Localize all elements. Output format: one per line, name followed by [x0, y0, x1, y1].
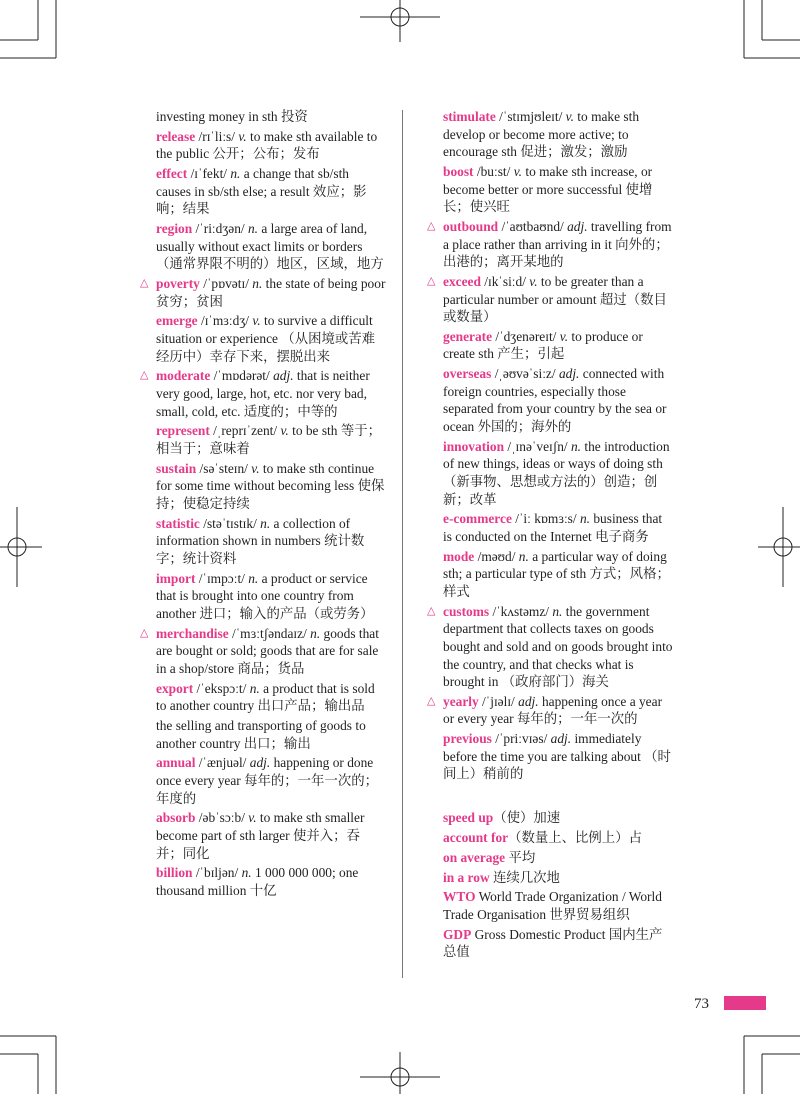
vocab-entry: [156, 515, 386, 568]
phrase-head: account for: [443, 830, 509, 845]
phrase-gap: [443, 785, 673, 809]
phrase-head: GDP: [443, 926, 472, 942]
vocab-entry: [156, 108, 386, 126]
vocab-entry: [156, 864, 386, 899]
headword: sustain: [156, 460, 197, 476]
part-of-speech: v.: [252, 313, 261, 329]
headword: previous: [443, 731, 492, 747]
triangle-icon: △: [140, 277, 149, 290]
page-number: 73: [694, 996, 709, 1012]
phonetic: /əbˈsɔːb/: [195, 810, 249, 826]
headword: annual: [156, 755, 196, 771]
headword: merchandise: [156, 625, 229, 641]
vocab-entry: [140, 275, 386, 310]
triangle-icon: △: [140, 626, 149, 639]
part-of-speech: n.: [230, 166, 241, 182]
vocab-entry: [156, 165, 386, 218]
definition: a change that sb/sth causes in sb/sth else; a result 效应；影响；结果: [156, 166, 367, 217]
part-of-speech: v.: [565, 109, 574, 124]
vocab-entry: [156, 128, 386, 163]
vocab-entry: [156, 220, 386, 273]
phrase-definition: Gross Domestic Product 国内生产总值: [443, 926, 663, 960]
vocab-entry: [443, 548, 673, 601]
headword: poverty: [156, 276, 200, 292]
phrase-head: speed up: [443, 810, 494, 826]
definition: to make sth smaller become part of sth larger 使并入；吞并；同化: [156, 810, 365, 861]
phonetic: /ˈdʒenəreɪt/: [492, 328, 560, 344]
phonetic: /ˈænjuəl/: [195, 755, 250, 771]
phrase-definition: （使）加速: [493, 810, 561, 826]
headword: yearly: [443, 693, 479, 709]
vocab-entry: [427, 603, 673, 691]
headword: outbound: [443, 218, 499, 234]
definition: immediately before the time you are talking about （时间上）稍前的: [443, 731, 671, 782]
part-of-speech: n.: [260, 515, 271, 531]
phonetic: /ˈpriːvɪəs/: [491, 731, 551, 747]
part-of-speech: n.: [579, 511, 590, 527]
phonetic: /ˈekspɔːt/: [193, 680, 250, 696]
headword: statistic: [156, 515, 200, 531]
triangle-icon: △: [427, 219, 436, 232]
vocab-entry: [443, 163, 673, 216]
vocab-entry: [443, 730, 673, 783]
phrase-definition: 平均: [505, 849, 536, 865]
phonetic: /ˈriːdʒən/: [192, 221, 248, 237]
definition: goods that are bought or sold; goods that are for sale in a shop/store 商品；货品: [156, 625, 379, 676]
phonetic: /ˌreprɪˈzent/: [209, 423, 281, 439]
vocab-entry: [427, 693, 673, 728]
definition: 1 000 000 000; one thousand million 十亿: [156, 865, 359, 898]
phonetic: /buːst/: [473, 163, 514, 179]
vocab-entry: [156, 717, 386, 752]
headword: absorb: [156, 810, 196, 826]
triangle-icon: △: [140, 369, 149, 382]
part-of-speech: n.: [518, 548, 529, 564]
headword: effect: [156, 166, 188, 182]
definition: a product that is sold to another country 出口产品；输出品: [156, 680, 375, 714]
part-of-speech: n.: [247, 221, 259, 237]
definition: to survive a difficult situation or experience （从困境或苦难经历中）幸存下来，摆脱出来: [156, 313, 376, 364]
vocab-entry: [140, 367, 386, 420]
part-of-speech: n.: [241, 865, 252, 881]
part-of-speech: n.: [249, 680, 260, 696]
definition: investing money in sth 投资: [156, 109, 308, 124]
phonetic: /ɪˈfekt/: [187, 166, 231, 182]
part-of-speech: v.: [238, 128, 247, 144]
vocab-entry: [427, 218, 673, 271]
vocab-entry: [427, 273, 673, 326]
vocab-entry: [156, 680, 386, 715]
definition: happening or done once every year 每年的；一年一次的；年度的: [156, 755, 379, 806]
definition: the introduction of new things, ideas or ways of doing sth （新事物、思想或方法的）创造；创新；改革: [443, 438, 670, 507]
headword: mode: [443, 548, 475, 564]
definition: a large area of land, usually without exact limits or borders （通常界限不明的）地区，区域，地方: [156, 221, 384, 272]
phonetic: /rɪˈliːs/: [195, 128, 239, 144]
definition: the selling and transporting of goods to another country 出口；输出: [156, 718, 366, 751]
definition: business that is conducted on the Internet 电子商务: [443, 511, 663, 544]
right-entries: [427, 108, 673, 783]
headword: emerge: [156, 313, 198, 329]
headword: billion: [156, 865, 193, 881]
headword: stimulate: [443, 109, 496, 124]
part-of-speech: v.: [251, 460, 260, 476]
phonetic: /ˌəʊvəˈsiːz/: [491, 366, 559, 382]
headword: moderate: [156, 368, 211, 384]
phonetic: /məʊd/: [474, 548, 519, 564]
part-of-speech: adj.: [550, 731, 572, 747]
part-of-speech: n.: [248, 570, 259, 586]
phrase-entry: [443, 926, 673, 961]
vocab-entry: [443, 510, 673, 545]
phonetic: /ɪkˈsiːd/: [480, 273, 530, 289]
phrase-entry: [443, 849, 673, 867]
phonetic: /ˈpɒvətɪ/: [199, 276, 253, 292]
headword: import: [156, 570, 196, 586]
phrase-definition: World Trade Organization / World Trade Organisation 世界贸易组织: [443, 889, 662, 922]
headword: export: [156, 680, 194, 696]
part-of-speech: v.: [248, 810, 257, 826]
headword: e-commerce: [443, 511, 512, 527]
part-of-speech: adj.: [249, 755, 271, 771]
part-of-speech: v.: [559, 328, 569, 344]
vocab-entry: [140, 625, 386, 678]
definition: travelling from a place rather than arriving in it 向外的；出港的；离开某地的: [443, 218, 672, 270]
column-divider: [402, 110, 403, 978]
vocab-entry: [156, 809, 386, 862]
phonetic: /ˈaʊtbaʊnd/: [498, 218, 568, 234]
page-color-bar: [724, 996, 766, 1010]
headword: exceed: [443, 273, 481, 289]
part-of-speech: n.: [570, 438, 582, 454]
vocab-entry: [156, 312, 386, 365]
right-column: [427, 108, 673, 963]
phrase-head: on average: [443, 849, 506, 865]
definition: to be greater than a particular number or amount 超过（数目或数量）: [443, 273, 667, 325]
headword: boost: [443, 163, 474, 179]
phonetic: /ˈmɒdərət/: [210, 368, 274, 384]
phonetic: /ˈmɜːtʃəndaɪz/: [228, 625, 311, 641]
vocab-entry: [443, 328, 673, 363]
part-of-speech: v.: [513, 163, 522, 179]
triangle-icon: △: [427, 694, 436, 707]
definition: a particular way of doing sth; a particular type of sth 方式；风格；样式: [443, 548, 670, 599]
vocab-entry: [156, 422, 386, 457]
definition: a collection of information shown in numbers 统计数字；统计资料: [156, 515, 365, 566]
definition: to produce or create sth 产生；引起: [443, 328, 643, 362]
definition: to make sth increase, or become better or more successful 使增长；使兴旺: [443, 163, 653, 215]
part-of-speech: n.: [552, 603, 563, 619]
phrase-entry: [443, 829, 673, 847]
definition: to be sth 等于；相当于；意味着: [156, 423, 381, 456]
phrase-entry: [443, 888, 673, 923]
phonetic: /ˈstɪmjʊleɪt/: [495, 109, 566, 124]
definition: to make sth available to the public 公开；公布；发布: [156, 128, 378, 162]
headword: generate: [443, 328, 493, 344]
phonetic: /ˈjɪəlɪ/: [478, 693, 519, 709]
phrase-definition: 连续几次地: [489, 869, 560, 885]
definition: to make sth develop or become more active; to encourage sth 促进；激发；激励: [443, 109, 640, 160]
phonetic: /ˈkʌstəmz/: [489, 603, 553, 619]
part-of-speech: n.: [310, 625, 321, 641]
vocab-entry: [156, 460, 386, 513]
vocab-entry: [443, 438, 673, 508]
definition: happening once a year or every year 每年的；一年一次的: [443, 693, 663, 727]
part-of-speech: adj.: [567, 218, 588, 234]
definition: the state of being poor 贫穷；贫困: [156, 276, 386, 309]
phonetic: /səˈsteɪn/: [196, 460, 252, 476]
headword: represent: [156, 423, 210, 439]
phrase-definition: （数量上、比例上）占: [508, 830, 642, 845]
headword: region: [156, 221, 193, 237]
part-of-speech: adj.: [273, 368, 294, 384]
part-of-speech: n.: [252, 276, 263, 292]
definition: a product or service that is brought into one country from another 进口；输入的产品（或劳务）: [156, 570, 374, 621]
triangle-icon: △: [427, 274, 436, 287]
vocab-entry: [156, 570, 386, 623]
phonetic: /ˈɪmpɔːt/: [195, 570, 249, 586]
headword: innovation: [443, 438, 505, 454]
phrase-head: in a row: [443, 869, 490, 885]
part-of-speech: v.: [529, 273, 538, 289]
phrase-head: WTO: [443, 889, 476, 905]
vocab-entry: [443, 365, 673, 435]
vocab-entry: [156, 754, 386, 807]
left-column: [140, 108, 386, 902]
phonetic: /ˈbɪljən/: [192, 865, 242, 881]
vocab-entry: [443, 108, 673, 161]
phonetic: /ɪˈmɜːdʒ/: [197, 313, 253, 329]
definition: the government department that collects taxes on goods bought and sold and on goods brought into the country, and that checks what is brought in （政府部门）海关: [443, 603, 673, 690]
phonetic: /ˌɪnəˈveɪʃn/: [504, 438, 571, 454]
part-of-speech: v.: [280, 423, 289, 439]
triangle-icon: △: [427, 604, 436, 617]
phrase-entry: [443, 869, 673, 887]
phonetic: /ˈiː kɒmɜːs/: [511, 511, 580, 527]
headword: release: [156, 128, 196, 144]
part-of-speech: adj.: [518, 693, 539, 709]
phrase-list: [443, 809, 673, 961]
definition: to make sth continue for some time without becoming less 使保持；使稳定持续: [156, 460, 385, 511]
definition: that is neither very good, large, hot, etc. nor very bad, small, cold, etc. 适度的；中等的: [156, 368, 370, 419]
phonetic: /stəˈtɪstɪk/: [199, 515, 261, 531]
definition: connected with foreign countries, especially those separated from your country by the sea or ocean 外国的；海外的: [443, 366, 667, 435]
headword: overseas: [443, 366, 492, 382]
headword: customs: [443, 603, 490, 619]
part-of-speech: adj.: [558, 366, 580, 382]
phrase-entry: [443, 809, 673, 827]
